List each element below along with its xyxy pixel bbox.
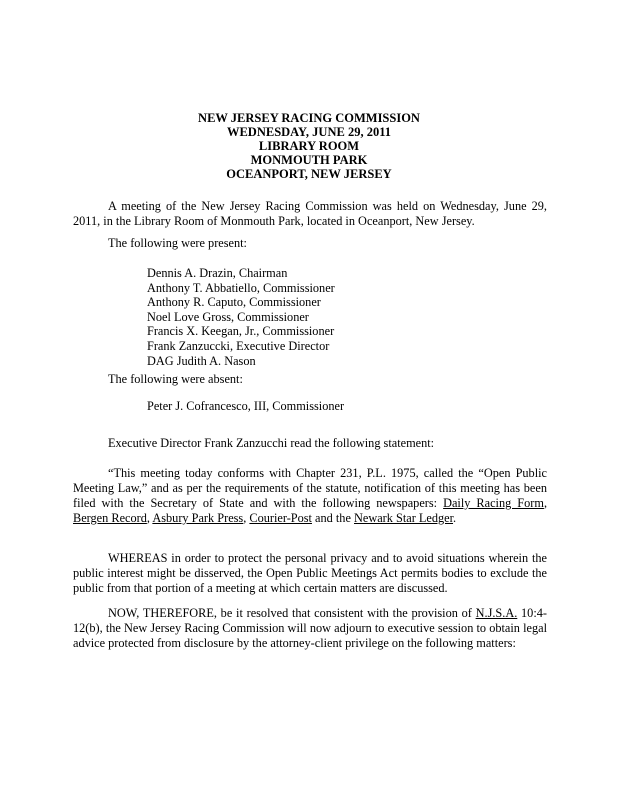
document-header <box>0 111 618 181</box>
absent-label: The following were absent: <box>108 372 243 386</box>
newspaper-newark-star-ledger: Newark Star Ledger <box>354 511 454 525</box>
statement-text: “This meeting today conforms with Chapter 231, P.L. 1975, called the “Open Public Meeting Law,” and as per the requirements of the statute, notification of this meeting has been filed with the Secretary of State and with the following newspapers: <box>73 466 547 510</box>
statement-paragraph <box>73 466 547 526</box>
list-item: Noel Love Gross, Commissioner <box>147 309 309 324</box>
list-item: Francis X. Keegan, Jr., Commissioner <box>147 324 335 339</box>
header-venue: MONMOUTH PARK <box>250 153 368 167</box>
newspaper-courier-post: Courier-Post <box>249 511 312 525</box>
whereas-paragraph: WHEREAS in order to protect the personal privacy and to avoid situations wherein the public interest might be disserved, the Open Public Meetings Act permits bodies to exclude the public from that portion of a meeting at which certain matters are discussed. <box>73 551 547 595</box>
header-room: LIBRARY ROOM <box>258 139 360 153</box>
separator: , <box>243 511 250 525</box>
separator: , <box>543 496 548 510</box>
header-date: WEDNESDAY, JUNE 29, 2011 <box>226 125 392 139</box>
newspaper-daily-racing-form: Daily Racing Form <box>443 496 544 510</box>
list-item: Anthony R. Caputo, Commissioner <box>147 295 321 310</box>
statement-intro: Executive Director Frank Zanzucchi read the following statement: <box>108 436 435 450</box>
present-label: The following were present: <box>108 236 247 250</box>
present-list <box>147 266 335 368</box>
therefore-paragraph <box>73 606 547 651</box>
list-item: Dennis A. Drazin, Chairman <box>147 266 288 280</box>
separator: , <box>146 511 153 525</box>
list-item: Anthony T. Abbatiello, Commissioner <box>147 280 335 295</box>
header-title: NEW JERSEY RACING COMMISSION <box>198 111 420 125</box>
statute-citation: N.J.S.A. <box>475 606 518 620</box>
period: . <box>453 511 457 525</box>
newspaper-asbury-park-press: Asbury Park Press <box>152 511 244 525</box>
therefore-text: NOW, THEREFORE, be it resolved that consistent with the provision of <box>108 606 476 620</box>
list-item: Frank Zanzuccki, Executive Director <box>147 338 330 353</box>
list-item: DAG Judith A. Nason <box>147 353 256 368</box>
therefore-text-rest: 10:4-12(b), the New Jersey Racing Commission will now adjourn to executive session to obtain legal advice protected from disclosure by the attorney-client privilege on the following matters: <box>73 606 547 650</box>
newspaper-bergen-record: Bergen Record <box>73 511 147 525</box>
absent-item: Peter J. Cofrancesco, III, Commissioner <box>147 399 345 413</box>
conjunction: and the <box>311 511 354 525</box>
header-location: OCEANPORT, NEW JERSEY <box>226 167 392 181</box>
intro-paragraph: A meeting of the New Jersey Racing Commission was held on Wednesday, June 29, 2011, in the Library Room of Monmouth Park, located in Oceanport, New Jersey. <box>73 199 547 228</box>
